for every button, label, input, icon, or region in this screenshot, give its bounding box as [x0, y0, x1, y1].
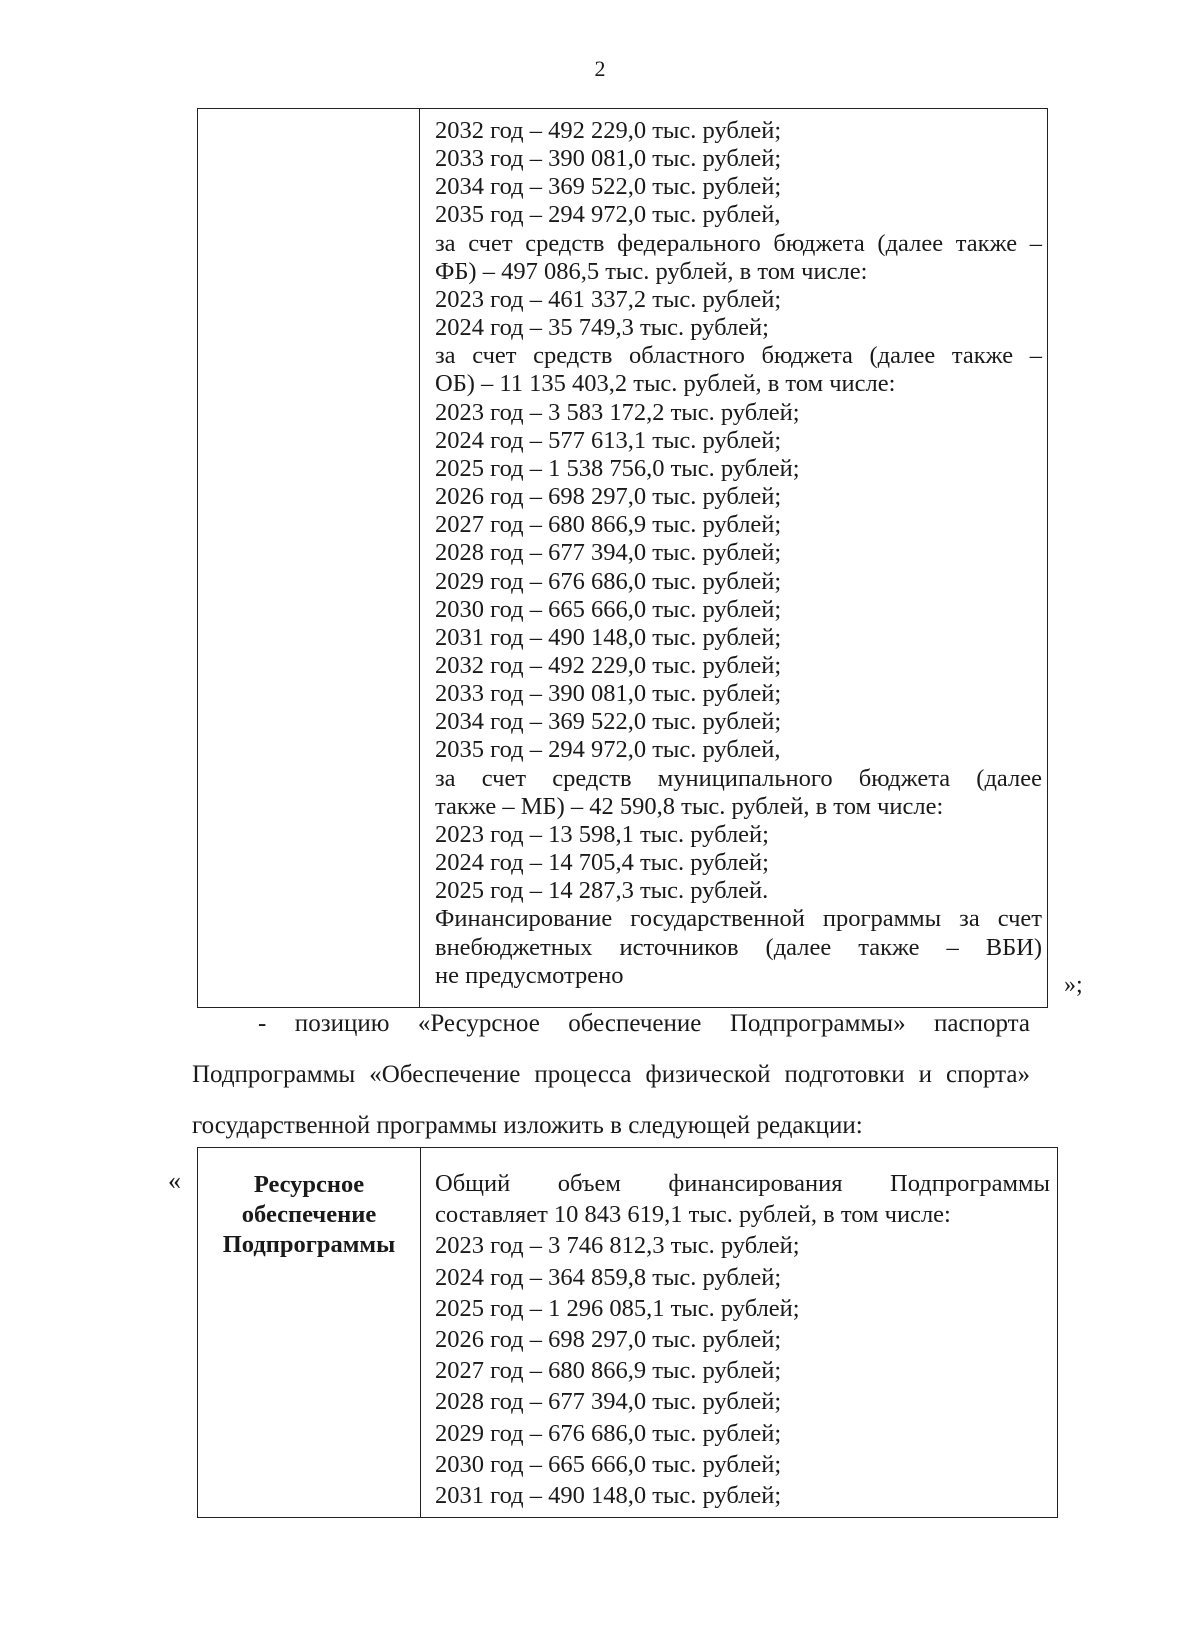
funding-line: ФБ) – 497 086,5 тыс. рублей, в том числе:	[435, 257, 868, 285]
funding-line: 2024 год – 14 705,4 тыс. рублей;	[435, 849, 769, 877]
funding-line: внебюджетных источников (далее также – ВБИ)	[435, 933, 1042, 961]
resource-table-continued	[197, 108, 1048, 1008]
funding-line: 2026 год – 698 297,0 тыс. рублей;	[435, 483, 782, 511]
funding-line: 2026 год – 698 297,0 тыс. рублей;	[435, 1326, 782, 1354]
funding-line: Общий объем финансирования Подпрограммы	[435, 1170, 1050, 1197]
funding-line: 2034 год – 369 522,0 тыс. рублей;	[435, 708, 782, 736]
funding-line: 2024 год – 577 613,1 тыс. рублей;	[435, 426, 782, 454]
funding-line: 2024 год – 35 749,3 тыс. рублей;	[435, 314, 769, 342]
funding-line: 2025 год – 14 287,3 тыс. рублей.	[435, 877, 769, 905]
funding-line: 2028 год – 677 394,0 тыс. рублей;	[435, 539, 782, 567]
funding-line: 2030 год – 665 666,0 тыс. рублей;	[435, 595, 782, 623]
amendment-paragraph-line-3: государственной программы изложить в следующей редакции:	[192, 1112, 863, 1139]
closing-quote: »;	[1064, 972, 1083, 998]
table-left-cell-heading	[198, 1170, 420, 1260]
funding-line: ОБ) – 11 135 403,2 тыс. рублей, в том числе:	[435, 370, 896, 398]
funding-line: 2023 год – 461 337,2 тыс. рублей;	[435, 285, 782, 313]
amendment-paragraph-line-2: Подпрограммы «Обеспечение процесса физической подготовки и спорта»	[192, 1061, 1030, 1088]
table-right-cell	[420, 117, 1045, 990]
funding-line: за счет средств федерального бюджета (далее также –	[435, 229, 1042, 257]
funding-line: 2030 год – 665 666,0 тыс. рублей;	[435, 1450, 782, 1478]
amendment-paragraph-line-1: - позицию «Ресурсное обеспечение Подпрограммы» паспорта	[258, 1010, 1030, 1037]
funding-line: 2032 год – 492 229,0 тыс. рублей;	[435, 117, 782, 144]
table-right-cell	[421, 1168, 1055, 1511]
funding-line: 2029 год – 676 686,0 тыс. рублей;	[435, 1419, 782, 1447]
heading-line: обеспечение	[241, 1201, 377, 1228]
funding-line: 2035 год – 294 972,0 тыс. рублей,	[435, 736, 781, 764]
page-number: 2	[594, 56, 606, 81]
funding-line: 2024 год – 364 859,8 тыс. рублей;	[435, 1263, 782, 1291]
funding-line: 2031 год – 490 148,0 тыс. рублей;	[435, 623, 782, 651]
funding-line: составляет 10 843 619,1 тыс. рублей, в том числе:	[435, 1201, 951, 1229]
funding-line: также – МБ) – 42 590,8 тыс. рублей, в том числе:	[435, 792, 944, 820]
funding-line: за счет средств муниципального бюджета (далее	[435, 764, 1042, 792]
funding-line: 2023 год – 3 746 812,3 тыс. рублей;	[435, 1232, 800, 1260]
funding-line: 2025 год – 1 538 756,0 тыс. рублей;	[435, 454, 800, 482]
funding-line: 2031 год – 490 148,0 тыс. рублей;	[435, 1482, 782, 1510]
heading-line: Подпрограммы	[222, 1231, 396, 1258]
funding-line: 2023 год – 3 583 172,2 тыс. рублей;	[435, 398, 800, 426]
funding-line: 2035 год – 294 972,0 тыс. рублей,	[435, 201, 781, 229]
funding-line: 2023 год – 13 598,1 тыс. рублей;	[435, 820, 769, 848]
funding-line: 2033 год – 390 081,0 тыс. рублей;	[435, 680, 782, 708]
funding-line: 2029 год – 676 686,0 тыс. рублей;	[435, 567, 782, 595]
funding-line: Финансирование государственной программы за счет	[435, 905, 1042, 933]
funding-line: 2033 год – 390 081,0 тыс. рублей;	[435, 145, 782, 173]
funding-line: 2032 год – 492 229,0 тыс. рублей;	[435, 651, 782, 679]
funding-line: 2025 год – 1 296 085,1 тыс. рублей;	[435, 1294, 800, 1322]
funding-line: 2034 год – 369 522,0 тыс. рублей;	[435, 173, 782, 201]
funding-line: за счет средств областного бюджета (далее также –	[435, 342, 1042, 370]
funding-line: 2027 год – 680 866,9 тыс. рублей;	[435, 1357, 782, 1385]
opening-quote: «	[168, 1166, 181, 1195]
resource-table-new	[197, 1147, 1058, 1518]
funding-line: 2027 год – 680 866,9 тыс. рублей;	[435, 511, 782, 539]
heading-line: Ресурсное	[253, 1171, 365, 1198]
funding-line: не предусмотрено	[435, 961, 624, 989]
funding-line: 2028 год – 677 394,0 тыс. рублей;	[435, 1388, 782, 1416]
